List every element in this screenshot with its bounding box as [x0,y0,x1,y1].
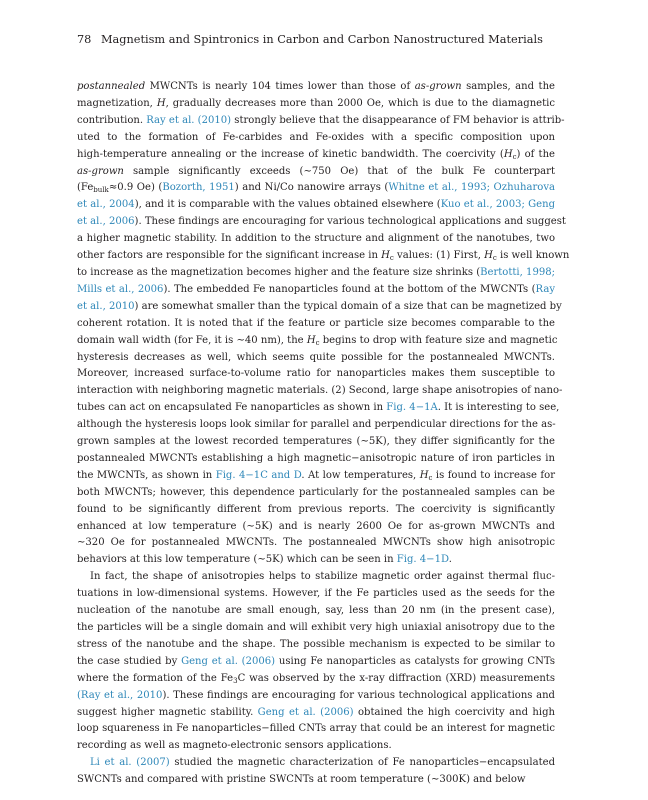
text-line [77,721,555,738]
text-line [77,265,555,282]
citation-link[interactable]: Bertotti, 1998; [480,266,555,278]
text-segment: loop squareness in Fe nanoparticles−filled CNTs array that could be an interest for magnetic [77,723,555,735]
text-segment: SWCNTs and compared with pristine SWCNTs at room temperature (∼300K) and below [77,774,526,786]
text-line [77,350,555,367]
text-segment: recording as well as magneto-electronic sensors applications. [77,740,392,752]
text-segment: c [315,337,320,347]
text-segment: uted to the formation of Fe-carbides and Fe-oxides with a specific composition upon [77,131,555,143]
text-segment: In fact, the shape of anisotropies helps to stabilize magnetic order against thermal fluc- [90,571,555,583]
text-segment: hysteresis decreases as well, which seems quite possible for the postannealed MWCNTs. [77,351,555,363]
text-segment: H [381,250,390,262]
citation-link[interactable]: Ray [535,283,555,295]
text-segment: strongly believe that the disappearance of FM behavior is attrib- [231,114,565,126]
text-line [77,738,555,755]
text-segment: ≈0.9 Oe) ( [108,182,163,194]
text-segment: ). These findings are encouraging for various technological applications and suggest [134,216,566,228]
text-line [77,772,555,789]
citation-link[interactable]: Geng et al. (2006) [181,655,276,667]
text-segment: where the formation of the Fe [77,672,234,684]
text-line [77,485,555,502]
text-segment: MWCNTs is nearly 104 times lower than those of [145,81,415,92]
text-segment: ) are somewhat smaller than the typical domain of a size that can be magnetized by [134,300,562,312]
citation-link[interactable]: Ray et al., 2010 [80,689,163,701]
text-line [77,603,555,620]
text-segment: c [512,151,517,161]
text-line [77,130,555,147]
citation-link[interactable]: Fig. 4−1D [396,554,449,566]
text-segment: the MWCNTs, as shown in [77,469,216,481]
text-segment: enhanced at low temperature (∼5K) and is nearly 2600 Oe for as-grown MWCNTs and [77,520,555,532]
text-line [77,400,560,417]
text-segment: studied the magnetic characterization of Fe nanoparticles−encapsulated [169,757,556,769]
running-title: Magnetism and Spintronics in Carbon and Carbon Nanostructured Materials [100,33,543,46]
text-segment: , gradually decreases more than 2000 Oe, which is due to the diamagnetic [165,97,555,109]
text-segment: c [428,472,433,482]
text-segment: ) and Ni/Co nanowire arrays ( [234,182,389,194]
text-segment: C was observed by the x-ray diffraction (XRD) measurements [237,672,555,684]
paragraph [77,79,570,569]
text-line [77,654,555,671]
text-line [77,417,555,434]
text-segment: . At low temperatures, [301,469,420,481]
text-segment: high-temperature annealing or the increase of kinetic bandwidth. The coercivity ( [77,148,504,160]
text-segment: H [306,334,316,346]
text-segment: sample significantly exceeds (∼750 Oe) that of the bulk Fe counterpart [123,165,555,177]
text-line [77,434,555,451]
citation-link[interactable]: Li et al. (2007) [90,757,170,769]
text-line [77,147,555,164]
text-segment: postannealed [77,81,146,92]
text-segment: tubes can act on encapsulated Fe nanoparticles as shown in [77,402,387,414]
page-number: 78 [77,33,92,46]
text-line [77,231,555,248]
running-header [77,33,567,47]
text-segment: grown samples at the lowest recorded temperatures (∼5K), they differ significantly for the [77,436,555,448]
body-text [77,79,570,789]
text-line [77,197,555,214]
text-segment: is found to increase for [432,469,556,481]
citation-link[interactable]: et al., 2006 [77,216,135,228]
text-line [77,552,555,569]
text-segment: is well known [496,250,570,262]
text-segment: stress of the nanotube and the shape. The possible mechanism is expected to be similar to [77,638,555,650]
paragraph [77,569,555,755]
text-line [77,164,555,181]
citation-link[interactable]: Fig. 4−1A [386,402,438,414]
text-segment: ). These findings are encouraging for various technological applications and [162,689,555,701]
text-segment: ). The embedded Fe nanoparticles found at the bottom of the MWCNTs ( [163,283,536,295]
text-segment: begins to drop with feature size and magnetic [319,334,558,346]
text-segment: domain wall width (for Fe, it is ∼40 nm), the [77,334,307,346]
text-segment: as-grown [414,81,462,92]
text-segment: c [389,253,394,263]
text-segment: H [503,148,513,160]
text-line [77,366,555,383]
text-line [77,519,555,536]
citation-link[interactable]: Geng et al. (2006) [257,706,354,718]
text-segment: as-grown [77,165,124,177]
text-line [77,637,555,654]
text-line [77,671,555,688]
citation-link[interactable]: Ray et al. (2010) [146,114,232,126]
text-segment: although the hysteresis loops look similar for parallel and perpendicular directions for the as- [77,419,556,431]
text-segment: obtained the high coercivity and high [353,706,555,718]
text-segment: a higher magnetic stability. In addition to the structure and alignment of the nanotubes, two [77,233,555,245]
text-segment: magnetization, [77,97,157,109]
text-line [77,586,555,603]
text-line [77,620,555,637]
citation-link[interactable]: Mills et al., 2006 [77,283,164,295]
text-segment: the particles will be a single domain and will exhibit very high uniaxial anisotropy due to the [77,622,555,633]
citation-link[interactable]: et al., 2010 [77,300,135,312]
citation-link[interactable]: Whitne et al., 1993; Ozhuharova [388,182,555,194]
text-line [77,502,555,519]
text-segment: ), and it is comparable with the values obtained elsewhere ( [134,199,441,211]
text-line [77,755,555,772]
text-line [77,468,555,485]
text-line [77,451,555,468]
text-segment: bulk [93,185,109,195]
text-segment: using Fe nanoparticles as catalysts for growing CNTs [275,655,555,667]
text-segment: behaviors at this low temperature (∼5K) which can be seen in [77,554,397,566]
text-line [77,214,566,231]
text-segment: samples, and the [461,81,555,92]
text-line [77,96,555,113]
text-segment: H [419,469,429,481]
text-segment: . [448,554,452,566]
text-segment: Moreover, increased surface-to-volume ratio for nanoparticles makes them susceptible to [77,368,555,380]
text-segment: tuations in low-dimensional systems. However, if the Fe particles used as the seeds for the [77,588,555,600]
text-line [77,333,558,350]
citation-link[interactable]: Bozorth, 1951 [162,182,235,194]
text-line [77,383,563,400]
text-segment: ) of the [516,148,555,160]
text-segment: nucleation of the nanotube are small enough, say, less than 20 nm (in the present case), [77,605,555,617]
text-segment: the case studied by [77,655,182,667]
text-line [77,688,555,705]
text-segment: (Fe [77,182,94,194]
text-segment: 3 [233,675,238,685]
text-segment: c [492,253,497,263]
text-segment: found to be significantly different from previous reports. The coercivity is significantly [77,503,555,515]
text-line [77,535,555,552]
text-line [77,282,555,299]
citation-link[interactable]: Kuo et al., 2003; Geng [440,199,556,211]
text-segment: suggest higher magnetic stability. [77,706,258,718]
text-segment: contribution. [77,114,147,126]
text-line [77,113,565,130]
text-segment: to increase as the magnetization becomes higher and the feature size shrinks ( [77,266,481,278]
text-line [77,79,555,96]
text-line [77,248,570,265]
citation-link[interactable]: ( [77,689,81,701]
text-segment: interaction with neighboring magnetic materials. (2) Second, large shape anisotropies of nano- [77,385,563,397]
text-segment: H [484,250,493,262]
text-line [77,180,555,197]
text-segment: coherent rotation. It is noted that if the feature or particle size becomes comparable to the [77,317,555,329]
citation-link[interactable]: et al., 2004 [77,199,135,211]
text-segment: postannealed MWCNTs establishing a high magnetic−anisotropic nature of iron particles in [77,452,555,464]
text-segment: . It is interesting to see, [437,402,560,414]
text-segment: both MWCNTs; however, this dependence particularly for the postannealed samples can be [77,486,555,498]
citation-link[interactable]: Fig. 4−1C and D [215,469,302,481]
paragraph [77,755,555,789]
text-segment: other factors are responsible for the significant increase in [77,250,382,262]
text-line [77,299,562,316]
text-line [77,316,555,333]
text-line [77,705,555,722]
text-segment: ∼320 Oe for postannealed MWCNTs. The postannealed MWCNTs show high anisotropic [77,537,555,549]
text-segment: H [156,97,166,109]
text-segment: values: (1) First, [393,250,485,262]
text-line [77,569,555,586]
